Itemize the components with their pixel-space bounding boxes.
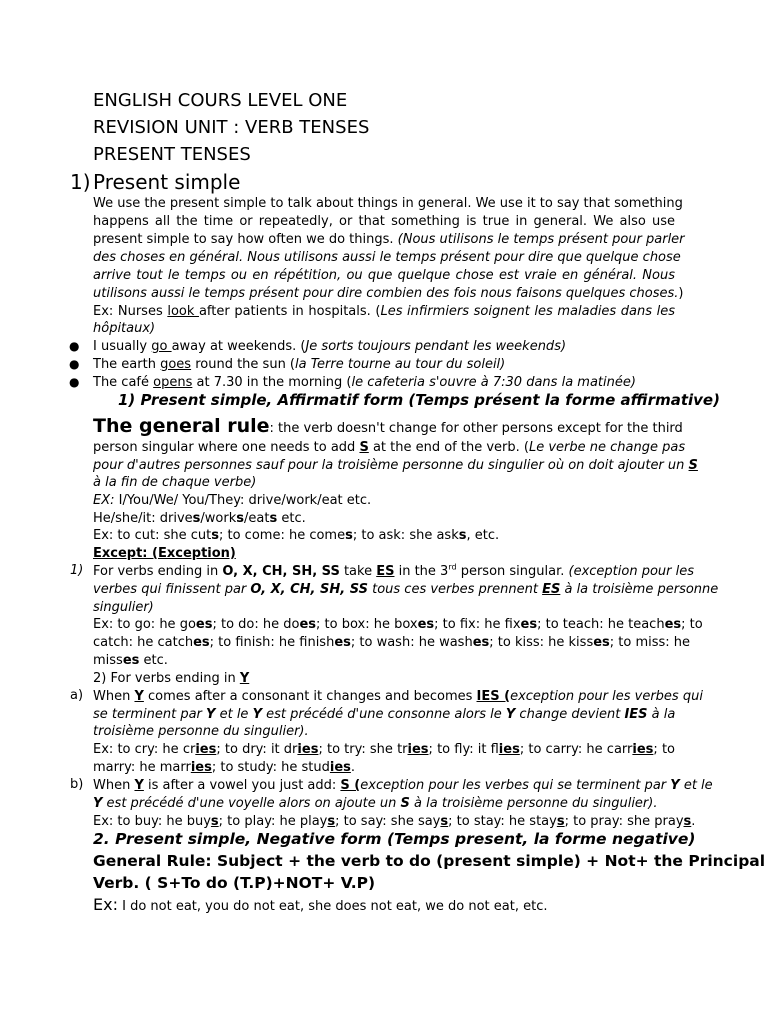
rule2-fr: change devient bbox=[515, 707, 625, 722]
rule1-text: person singular. bbox=[456, 564, 569, 579]
title-course: ENGLISH COURS LEVEL ONE bbox=[93, 90, 348, 111]
ex-suffix: es bbox=[334, 635, 351, 650]
rule2b-mark: b) bbox=[70, 777, 84, 792]
ex-suffix: ies bbox=[195, 742, 217, 757]
ex-text: ; to miss: he bbox=[609, 635, 691, 650]
rule2a-line bbox=[93, 706, 675, 724]
intro-fr: (Nous utilisons le temps présent pour parler bbox=[397, 232, 685, 247]
section-number: 1) bbox=[70, 170, 91, 194]
ex-text: Ex: to cry: he cr bbox=[93, 742, 196, 757]
bullet-post: away at weekends. ( bbox=[171, 339, 306, 354]
bullet-item bbox=[93, 356, 675, 374]
rule1-text: take bbox=[339, 564, 377, 579]
ex-text: ; to study: he stud bbox=[211, 760, 330, 775]
rule-line bbox=[93, 415, 683, 440]
rule2-title bbox=[93, 670, 675, 688]
ex-text: miss bbox=[93, 653, 123, 668]
intro-fr-line: des choses en général. Nous utilisons aussi le temps présent pour dire que quelque chose bbox=[93, 250, 681, 265]
rule1-es: ES bbox=[376, 564, 395, 579]
rule1-example bbox=[93, 616, 703, 634]
rule2-text: When bbox=[93, 778, 135, 793]
ex-text: I do not eat, you do not eat, she does not eat, we do not eat, etc. bbox=[117, 899, 548, 914]
example-line bbox=[93, 492, 675, 510]
rule1-endings: O, X, CH, SH, SS bbox=[250, 582, 368, 597]
rule-s: S bbox=[359, 440, 369, 455]
ex-suffix: ies bbox=[498, 742, 520, 757]
ex-suffix: es bbox=[122, 653, 140, 668]
intro-fr-line: arrive tout le temps ou en répétition, ou que quelque chose est vraie en général. Nous bbox=[93, 268, 675, 283]
ex-suffix: es bbox=[299, 617, 317, 632]
ex-suffix: s bbox=[440, 814, 449, 829]
ex-text: /eat bbox=[244, 511, 270, 526]
ex-text: ; to bbox=[681, 617, 703, 632]
paren: ) bbox=[678, 286, 684, 301]
rule1-fr: à la troisième personne bbox=[560, 582, 719, 597]
negative-heading: 2. Present simple, Negative form (Temps present, la forme negative) bbox=[93, 830, 696, 848]
bullet-post: round the sun ( bbox=[191, 357, 296, 372]
rule1-text: in the 3 bbox=[394, 564, 449, 579]
title-tenses: PRESENT TENSES bbox=[93, 144, 251, 165]
example-fr: Les infirmiers soignent les maladies dans les bbox=[380, 304, 675, 319]
ex-text: ; to pray: she pray bbox=[564, 814, 684, 829]
ex-text: catch: he catch bbox=[93, 635, 194, 650]
rule1-fr: verbes qui finissent par bbox=[93, 582, 251, 597]
ex-text: He/she/it: drive bbox=[93, 511, 193, 526]
ex-text: , etc. bbox=[466, 528, 500, 543]
rule1-es: ES bbox=[542, 582, 561, 597]
rule-text: person singular where one needs to add bbox=[93, 440, 360, 455]
rule1-example bbox=[93, 652, 675, 670]
ex-text: ; to ask: she ask bbox=[352, 528, 459, 543]
example-rest: after patients in hospitals. ( bbox=[198, 304, 381, 319]
bullet-pre: The earth bbox=[93, 357, 161, 372]
ex-label: Ex: bbox=[93, 895, 118, 914]
rule1-line bbox=[93, 581, 719, 599]
ex-suffix: s bbox=[345, 528, 353, 543]
rule-fr-s: S bbox=[688, 458, 698, 473]
rule2-y: Y bbox=[252, 707, 262, 722]
ex-suffix: s bbox=[458, 528, 467, 543]
ex-text: ; to come: he come bbox=[218, 528, 346, 543]
bullet-verb: goes bbox=[160, 357, 192, 372]
bullet-verb: opens bbox=[153, 375, 193, 390]
ex-suffix: s bbox=[192, 511, 201, 526]
rule2-fr: se terminent par bbox=[93, 707, 207, 722]
bullet-fr: la Terre tourne au tour du soleil) bbox=[295, 357, 506, 372]
rule2-text: 2) For verbs ending in bbox=[93, 671, 240, 686]
ex-text: ; to say: she say bbox=[335, 814, 441, 829]
rule2a-line: troisième personne du singulier). bbox=[93, 724, 309, 739]
rule2-ies: IES bbox=[624, 707, 648, 722]
ex-text: ; to wash: he wash bbox=[350, 635, 473, 650]
except-heading: Except: (Exception) bbox=[93, 546, 236, 561]
rule-fr: pour d'autres personnes sauf pour la troisième personne du singulier où on doit ajouter un bbox=[93, 458, 685, 473]
example-line bbox=[93, 303, 675, 321]
ex-suffix: es bbox=[520, 617, 538, 632]
bullet-pre: I usually bbox=[93, 339, 152, 354]
example-prefix: Ex: Nurses bbox=[93, 304, 168, 319]
rule2-s: S ( bbox=[340, 778, 361, 793]
intro-line: happens all the time or repeatedly, or that something is true in general. We also use bbox=[93, 214, 675, 229]
rule1-fr: tous ces verbes prennent bbox=[367, 582, 543, 597]
rule1-endings: O, X, CH, SH, SS bbox=[222, 564, 340, 579]
ex-suffix: s bbox=[269, 511, 278, 526]
intro-line bbox=[93, 231, 685, 249]
rule2b-example bbox=[93, 813, 696, 831]
rule-text: at the end of the verb. ( bbox=[368, 440, 529, 455]
ex-suffix: ies bbox=[297, 742, 319, 757]
ex-text: ; to kiss: he kiss bbox=[489, 635, 594, 650]
ex-text: marry: he marr bbox=[93, 760, 191, 775]
ex-text: etc. bbox=[277, 511, 306, 526]
ex-suffix: s bbox=[556, 814, 565, 829]
example-line bbox=[93, 510, 675, 528]
ex-text: . bbox=[350, 760, 356, 775]
rule-fr: Le verbe ne change pas bbox=[528, 440, 686, 455]
rule1-line: singulier) bbox=[93, 600, 154, 615]
ex-suffix: s bbox=[327, 814, 336, 829]
bullet-fr: Je sorts toujours pendant les weekends) bbox=[305, 339, 567, 354]
bullet-item bbox=[93, 338, 675, 356]
rule2a-mark: a) bbox=[70, 688, 84, 703]
ex-text: ; to play: he play bbox=[218, 814, 328, 829]
rule-text: : the verb doesn't change for other persons except for the third bbox=[269, 421, 683, 436]
ex-text: etc. bbox=[139, 653, 168, 668]
rule-title: The general rule bbox=[93, 415, 270, 437]
intro-fr-line bbox=[93, 285, 684, 303]
ex-suffix: es bbox=[195, 617, 213, 632]
rule2-text: When bbox=[93, 689, 135, 704]
negative-rule: Verb. ( S+To do (T.P)+NOT+ V.P) bbox=[93, 874, 376, 892]
rule2-y: Y bbox=[670, 778, 680, 793]
rule2-y: Y bbox=[134, 689, 144, 704]
ex-text: ; to carry: he carr bbox=[519, 742, 633, 757]
rule2-ies: IES ( bbox=[476, 689, 511, 704]
rule1-fr: (exception pour les bbox=[568, 564, 694, 579]
ex-suffix: ies bbox=[190, 760, 212, 775]
rule2a-example bbox=[93, 759, 675, 777]
bullet-verb: go bbox=[151, 339, 172, 354]
rule2-fr: et le bbox=[679, 778, 713, 793]
ex-text: ; to stay: he stay bbox=[448, 814, 557, 829]
rule2-fr: exception pour les verbes qui se terminent par bbox=[360, 778, 671, 793]
rule2-y: Y bbox=[505, 707, 516, 722]
ex-suffix: es bbox=[472, 635, 490, 650]
rule2-y: Y bbox=[134, 778, 144, 793]
ex-suffix: s bbox=[211, 528, 219, 543]
ex-text: ; to teach: he teach bbox=[537, 617, 665, 632]
ex-suffix: ies bbox=[632, 742, 654, 757]
negative-example bbox=[93, 895, 547, 914]
rule1-text: For verbs ending in bbox=[93, 564, 223, 579]
intro-fr-text: utilisons aussi le temps présent pour dire combien des fois nous faisons quelques choses. bbox=[93, 286, 679, 301]
ex-text: ; to try: she tr bbox=[318, 742, 408, 757]
example-line bbox=[93, 527, 675, 545]
ex-suffix: es bbox=[417, 617, 435, 632]
ex-suffix: es bbox=[593, 635, 610, 650]
rule2-fr: et le bbox=[215, 707, 253, 722]
ex-text: ; to box: he box bbox=[316, 617, 418, 632]
ex-suffix: s bbox=[236, 511, 245, 526]
ex-text: ; to fly: it fl bbox=[428, 742, 499, 757]
ex-text: I/You/We/ You/They: drive/work/eat etc. bbox=[114, 493, 372, 508]
rule2-y: Y bbox=[206, 707, 216, 722]
rule2-fr: à la troisième personne du singulier). bbox=[409, 796, 658, 811]
rule-fr-line bbox=[93, 457, 698, 475]
rule2a-line bbox=[93, 688, 703, 706]
rule2b-line bbox=[93, 795, 675, 813]
ex-text: Ex: to go: he go bbox=[93, 617, 196, 632]
rule2-fr: exception pour les verbes qui bbox=[510, 689, 703, 704]
bullet-pre: The café bbox=[93, 375, 154, 390]
ex-text: ; to dry: it dr bbox=[216, 742, 298, 757]
affirm-heading: 1) Present simple, Affirmatif form (Temps présent la forme affirmative) bbox=[118, 391, 720, 409]
ex-label: EX: bbox=[93, 493, 115, 508]
ex-text: . bbox=[691, 814, 696, 829]
negative-rule: General Rule: Subject + the verb to do (present simple) + Not+ the Principal bbox=[93, 852, 766, 870]
rule2-fr: à la bbox=[647, 707, 676, 722]
bullet-fr: le cafeteria s'ouvre à 7:30 dans la matinée) bbox=[351, 375, 636, 390]
ex-text: ; to bbox=[653, 742, 675, 757]
ex-text: ; to finish: he finish bbox=[209, 635, 335, 650]
rule2-y: Y bbox=[239, 671, 250, 686]
ex-suffix: es bbox=[664, 617, 682, 632]
section-heading: Present simple bbox=[93, 170, 241, 194]
rule1-line bbox=[93, 562, 694, 581]
ex-text: ; to fix: he fix bbox=[434, 617, 521, 632]
rule2-s: S bbox=[400, 796, 410, 811]
rule1-example bbox=[93, 634, 691, 652]
ex-suffix: es bbox=[193, 635, 210, 650]
example-verb: look bbox=[167, 304, 199, 319]
example-fr-line: hôpitaux) bbox=[93, 321, 156, 336]
rule1-number: 1) bbox=[70, 563, 84, 578]
bullet-dot-icon: ● bbox=[69, 357, 80, 371]
ex-text: Ex: to cut: she cut bbox=[93, 528, 212, 543]
rule2-y: Y bbox=[93, 796, 103, 811]
rule1-sup: rd bbox=[448, 562, 457, 572]
ex-suffix: ies bbox=[407, 742, 429, 757]
rule2-text: comes after a consonant it changes and becomes bbox=[143, 689, 477, 704]
intro-text: present simple to say how often we do things. bbox=[93, 232, 398, 247]
intro-line: We use the present simple to talk about things in general. We use it to say that something bbox=[93, 196, 683, 211]
ex-text: Ex: to buy: he buy bbox=[93, 814, 211, 829]
title-unit: REVISION UNIT : VERB TENSES bbox=[93, 117, 370, 138]
rule2-text: is after a vowel you just add: bbox=[143, 778, 341, 793]
bullet-item bbox=[93, 374, 675, 392]
ex-text: ; to do: he do bbox=[212, 617, 300, 632]
bullet-post: at 7.30 in the morning ( bbox=[192, 375, 352, 390]
ex-suffix: s bbox=[683, 814, 692, 829]
rule-line bbox=[93, 439, 686, 457]
rule-fr-line: à la fin de chaque verbe) bbox=[93, 475, 257, 490]
rule2-fr: est précédé d'une consonne alors le bbox=[261, 707, 506, 722]
ex-suffix: ies bbox=[329, 760, 351, 775]
ex-suffix: s bbox=[210, 814, 219, 829]
rule2-fr: est précédé d'une voyelle alors on ajoute un bbox=[102, 796, 401, 811]
ex-text: /work bbox=[200, 511, 237, 526]
bullet-dot-icon: ● bbox=[69, 339, 80, 353]
rule2b-line bbox=[93, 777, 713, 795]
rule2a-example bbox=[93, 741, 675, 759]
bullet-dot-icon: ● bbox=[69, 375, 80, 389]
